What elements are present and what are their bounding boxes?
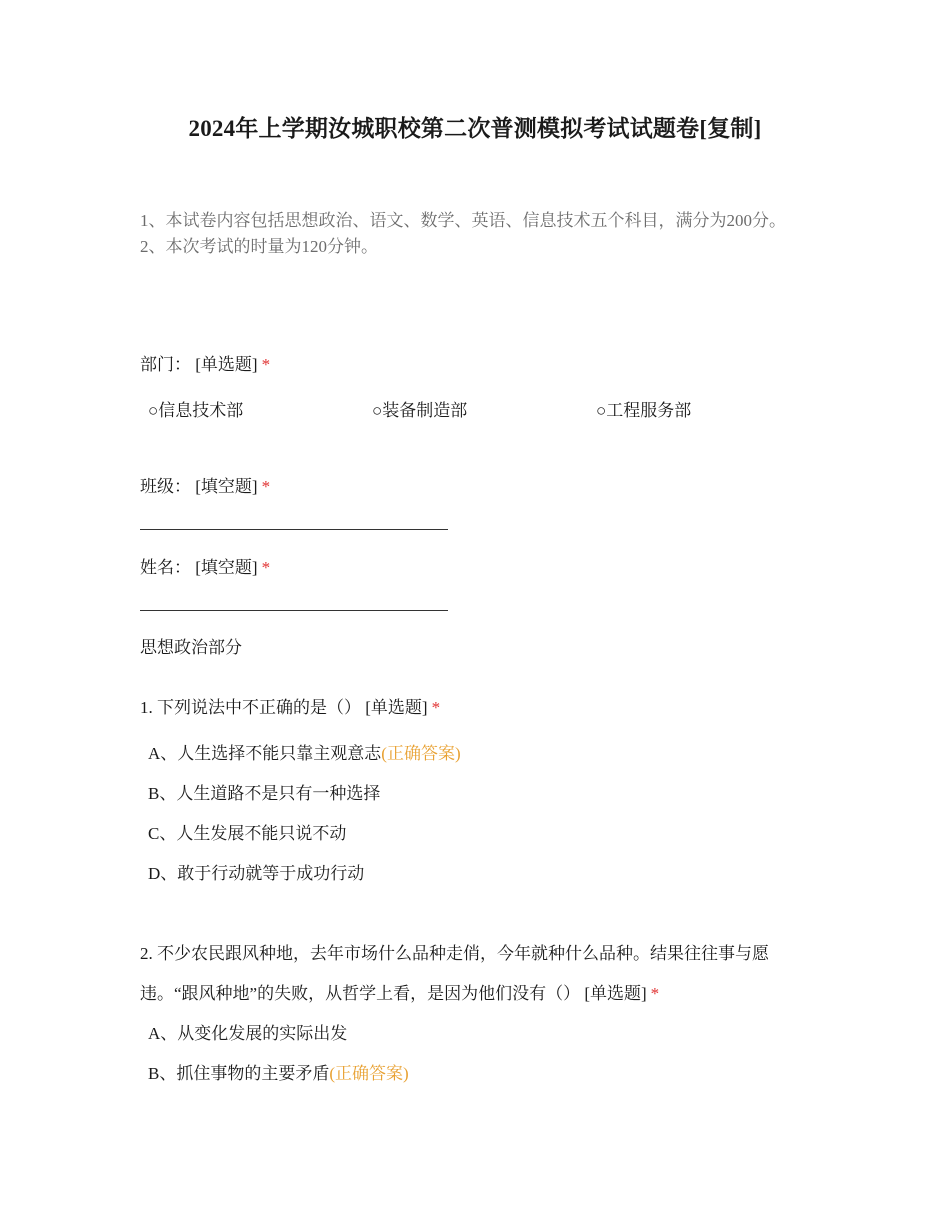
q1-option-b[interactable] [148, 779, 380, 804]
q1-option-c[interactable] [148, 819, 346, 844]
question-type: [单选题] [195, 355, 258, 374]
radio-option-manufacturing[interactable]: ○装备制造部 [372, 401, 468, 420]
correct-answer-tag: (正确答案) [381, 744, 461, 763]
question-name [140, 553, 270, 578]
question-text: 2. 不少农民跟风种地，去年市场什么品种走俏，今年就种什么品种。结果往往事与愿违。“跟风种地”的失败，从哲学上看，是因为他们没有（） [140, 944, 769, 1003]
radio-option-engineering[interactable]: ○工程服务部 [596, 401, 692, 420]
q2-option-b[interactable] [148, 1059, 409, 1084]
question-2 [140, 934, 820, 1014]
page-title: 2024年上学期汝城职校第二次普测模拟考试试题卷[复制] [188, 116, 762, 141]
question-type: [单选题] [584, 984, 647, 1003]
question-type: [单选题] [365, 698, 428, 717]
section-title: 思想政治部分 [140, 638, 242, 657]
department-options [148, 396, 848, 421]
option-text: A、人生选择不能只靠主观意志 [148, 744, 382, 763]
exam-notes [140, 208, 800, 260]
question-type: [填空题] [195, 477, 258, 496]
note-1: 1、本试卷内容包括思想政治、语文、数学、英语、信息技术五个科目，满分为200分。 [140, 211, 786, 230]
option-text: B、抓住事物的主要矛盾 [148, 1064, 330, 1083]
q2-option-a[interactable] [148, 1019, 347, 1044]
q1-option-a[interactable] [148, 739, 461, 764]
required-mark: * [261, 558, 271, 577]
name-blank-field[interactable] [140, 593, 448, 611]
class-blank-field[interactable] [140, 512, 448, 530]
note-2: 2、本次考试的时量为120分钟。 [140, 237, 378, 256]
option-text: B、人生道路不是只有一种选择 [148, 784, 381, 803]
question-department [140, 350, 270, 375]
question-label: 部门： [140, 355, 191, 374]
required-mark: * [261, 477, 271, 496]
correct-answer-tag: (正确答案) [329, 1064, 409, 1083]
option-text: A、从变化发展的实际出发 [148, 1024, 348, 1043]
question-text: 1. 下列说法中不正确的是（） [140, 698, 361, 717]
question-1 [140, 693, 440, 718]
required-mark: * [650, 984, 660, 1003]
option-text: C、人生发展不能只说不动 [148, 824, 347, 843]
question-label: 姓名： [140, 558, 191, 577]
required-mark: * [261, 355, 271, 374]
radio-option-it[interactable]: ○信息技术部 [148, 401, 244, 420]
question-type: [填空题] [195, 558, 258, 577]
required-mark: * [431, 698, 441, 717]
question-class [140, 472, 270, 497]
option-text: D、敢于行动就等于成功行动 [148, 864, 365, 883]
question-label: 班级： [140, 477, 191, 496]
q1-option-d[interactable] [148, 859, 364, 884]
